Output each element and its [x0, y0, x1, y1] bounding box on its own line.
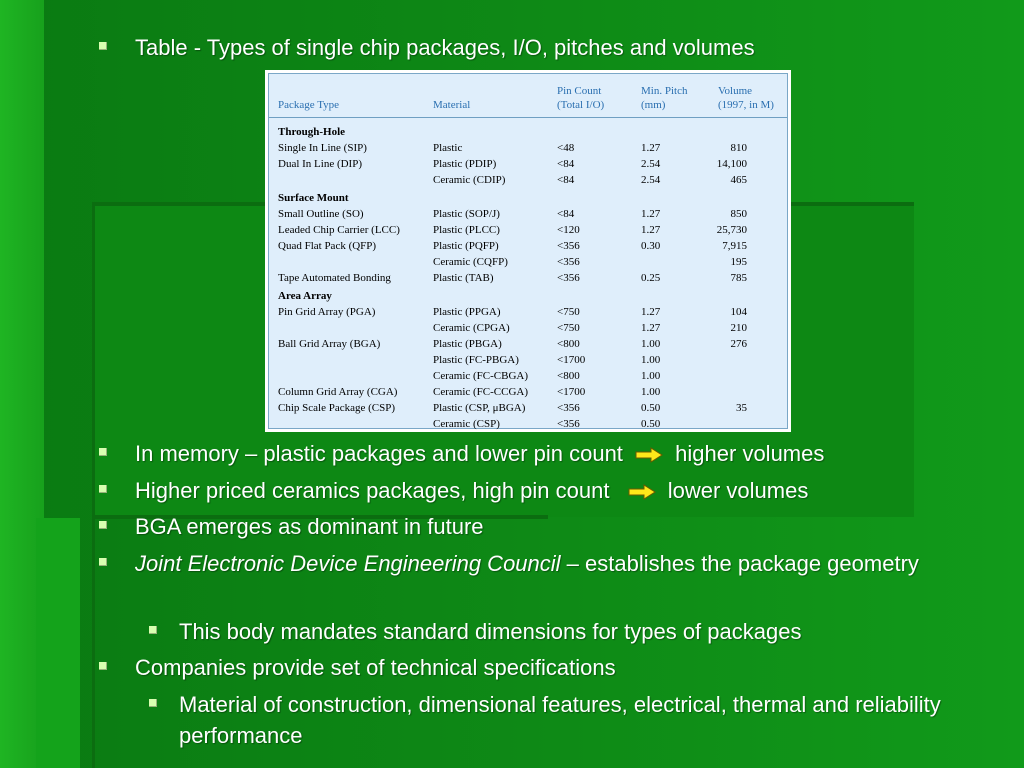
bullet-text-after: lower volumes	[667, 478, 809, 503]
table-cell: Plastic (PPGA)	[433, 306, 501, 318]
header-pin-count-sub: (Total I/O)	[557, 99, 605, 111]
table-row	[269, 336, 787, 352]
bullet-ceramics	[135, 475, 808, 506]
bullet-text: Material of construction, dimensional features, electrical, thermal and reliability performance	[179, 692, 941, 748]
header-min-pitch-sub: (mm)	[641, 99, 666, 111]
sub-bullet-mandates	[179, 616, 801, 647]
table-cell: Small Outline (SO)	[278, 208, 364, 220]
table-group-row	[269, 288, 787, 304]
table-row	[269, 320, 787, 336]
table-cell: Through-Hole	[278, 126, 346, 138]
bullet-text: BGA emerges as dominant in future	[135, 514, 484, 539]
table-row	[269, 352, 787, 368]
table-cell: 195	[730, 256, 747, 268]
table-cell: <84	[557, 158, 575, 170]
header-min-pitch: Min. Pitch	[641, 85, 688, 97]
background-band-lower	[36, 518, 80, 768]
bullet-table-title	[135, 32, 755, 63]
table-cell: 1.27	[641, 224, 661, 236]
header-package-type: Package Type	[278, 99, 340, 111]
table-cell: <84	[557, 208, 575, 220]
table-cell: Ceramic (CQFP)	[433, 256, 508, 268]
bullet-bga	[135, 511, 484, 542]
table-cell: Tape Automated Bonding	[278, 272, 391, 284]
table-cell: 0.50	[641, 402, 661, 414]
table-row	[269, 416, 787, 432]
square-bullet-icon	[99, 662, 107, 670]
table-cell: 14,100	[716, 158, 747, 170]
table-cell: Ball Grid Array (BGA)	[278, 338, 381, 350]
table-group-row	[269, 190, 787, 206]
table-header	[269, 74, 787, 118]
table-cell: <48	[557, 142, 575, 154]
table-cell: <356	[557, 402, 580, 414]
table-cell: 210	[730, 322, 747, 334]
table-row	[269, 156, 787, 172]
table-row	[269, 254, 787, 270]
square-bullet-icon	[99, 42, 107, 50]
table-cell: 1.00	[641, 354, 661, 366]
table-cell: 1.27	[641, 322, 661, 334]
table-cell: 35	[736, 402, 747, 414]
table-cell: <356	[557, 418, 580, 430]
bullet-text: This body mandates standard dimensions for types of packages	[179, 619, 802, 644]
table-cell: 2.54	[641, 158, 661, 170]
table-cell: <750	[557, 322, 580, 334]
background-vertical-line	[92, 205, 95, 768]
table-cell: Pin Grid Array (PGA)	[278, 306, 376, 318]
table-row	[269, 304, 787, 320]
package-table	[265, 70, 791, 432]
sub-bullet-material	[179, 689, 979, 751]
table-cell: <84	[557, 174, 575, 186]
table-cell: Plastic (FC-PBGA)	[433, 354, 519, 366]
table-cell: <356	[557, 256, 580, 268]
header-material: Material	[433, 99, 471, 111]
table-cell: 276	[730, 338, 747, 350]
table-cell: 465	[730, 174, 747, 186]
table-cell: Dual In Line (DIP)	[278, 158, 363, 170]
bullet-text: In memory – plastic packages and lower pin count	[135, 441, 623, 466]
table-cell: Ceramic (CPGA)	[433, 322, 510, 334]
table-cell: Plastic	[433, 142, 463, 154]
table-cell: 0.50	[641, 418, 661, 430]
table-cell: 2.54	[641, 174, 661, 186]
right-arrow-icon	[628, 484, 656, 500]
bullet-text: – establishes the package geometry	[560, 551, 919, 576]
table-cell: 1.00	[641, 370, 661, 382]
table-cell: 850	[730, 208, 747, 220]
bullet-jedec	[135, 548, 955, 579]
table-cell: Plastic (PDIP)	[433, 158, 497, 170]
table-cell: Area Array	[278, 290, 332, 302]
table-row	[269, 222, 787, 238]
table-cell: Plastic (PLCC)	[433, 224, 500, 236]
table-body	[269, 118, 787, 432]
bullet-text: Higher priced ceramics packages, high pin count	[135, 478, 610, 503]
right-arrow-icon	[635, 447, 663, 463]
table-row	[269, 172, 787, 188]
table-cell: <356	[557, 272, 580, 284]
table-cell: Plastic (TAB)	[433, 272, 494, 284]
table-cell: 0.30	[641, 240, 661, 252]
square-bullet-icon	[99, 558, 107, 566]
bullet-text: Table - Types of single chip packages, I/O, pitches and volumes	[135, 35, 755, 60]
package-table-inner	[268, 73, 788, 429]
table-cell: <1700	[557, 386, 586, 398]
table-cell: Chip Scale Package (CSP)	[278, 402, 396, 414]
table-cell: 1.27	[641, 208, 661, 220]
table-cell: 0.25	[641, 272, 661, 284]
table-cell: Single In Line (SIP)	[278, 142, 367, 154]
table-group-row	[269, 124, 787, 140]
table-row	[269, 368, 787, 384]
table-cell: 25,730	[716, 224, 747, 236]
table-row	[269, 270, 787, 286]
table-row	[269, 140, 787, 156]
bullet-text-after: higher volumes	[675, 441, 825, 466]
table-cell: Plastic (PBGA)	[433, 338, 502, 350]
square-bullet-icon	[99, 485, 107, 493]
bullet-italic-text: Joint Electronic Device Engineering Council	[135, 551, 561, 576]
table-cell: 1.00	[641, 338, 661, 350]
table-cell: Surface Mount	[278, 192, 349, 204]
table-cell: <800	[557, 338, 580, 350]
square-bullet-icon	[99, 448, 107, 456]
table-cell: Quad Flat Pack (QFP)	[278, 240, 377, 252]
header-volume-sub: (1997, in M)	[718, 99, 774, 111]
table-cell: 104	[730, 306, 747, 318]
table-cell: 7,915	[722, 240, 747, 252]
header-pin-count: Pin Count	[557, 85, 602, 97]
table-cell: <1700	[557, 354, 586, 366]
table-cell: 810	[730, 142, 747, 154]
square-bullet-icon	[149, 699, 157, 707]
table-cell: <120	[557, 224, 580, 236]
table-cell: Plastic (CSP, μBGA)	[433, 402, 526, 414]
table-cell: Ceramic (FC-CBGA)	[433, 370, 529, 382]
table-cell: Leaded Chip Carrier (LCC)	[278, 224, 400, 236]
table-cell: Ceramic (CDIP)	[433, 174, 506, 186]
bullet-companies	[135, 652, 616, 683]
table-cell: 785	[730, 272, 747, 284]
table-row	[269, 384, 787, 400]
table-cell: Ceramic (FC-CCGA)	[433, 386, 529, 398]
table-cell: Ceramic (CSP)	[433, 418, 500, 430]
bullet-memory	[135, 438, 824, 469]
table-row	[269, 206, 787, 222]
table-cell: <356	[557, 240, 580, 252]
table-cell: 1.27	[641, 142, 661, 154]
table-cell: Plastic (PQFP)	[433, 240, 499, 252]
table-cell: <800	[557, 370, 580, 382]
table-cell: 1.00	[641, 386, 661, 398]
table-cell: Column Grid Array (CGA)	[278, 386, 398, 398]
square-bullet-icon	[149, 626, 157, 634]
table-cell: <750	[557, 306, 580, 318]
bullet-text: Companies provide set of technical specifications	[135, 655, 616, 680]
table-cell: Plastic (SOP/J)	[433, 208, 500, 220]
square-bullet-icon	[99, 521, 107, 529]
table-row	[269, 400, 787, 416]
table-cell: 1.27	[641, 306, 661, 318]
header-volume: Volume	[718, 85, 753, 97]
table-row	[269, 238, 787, 254]
